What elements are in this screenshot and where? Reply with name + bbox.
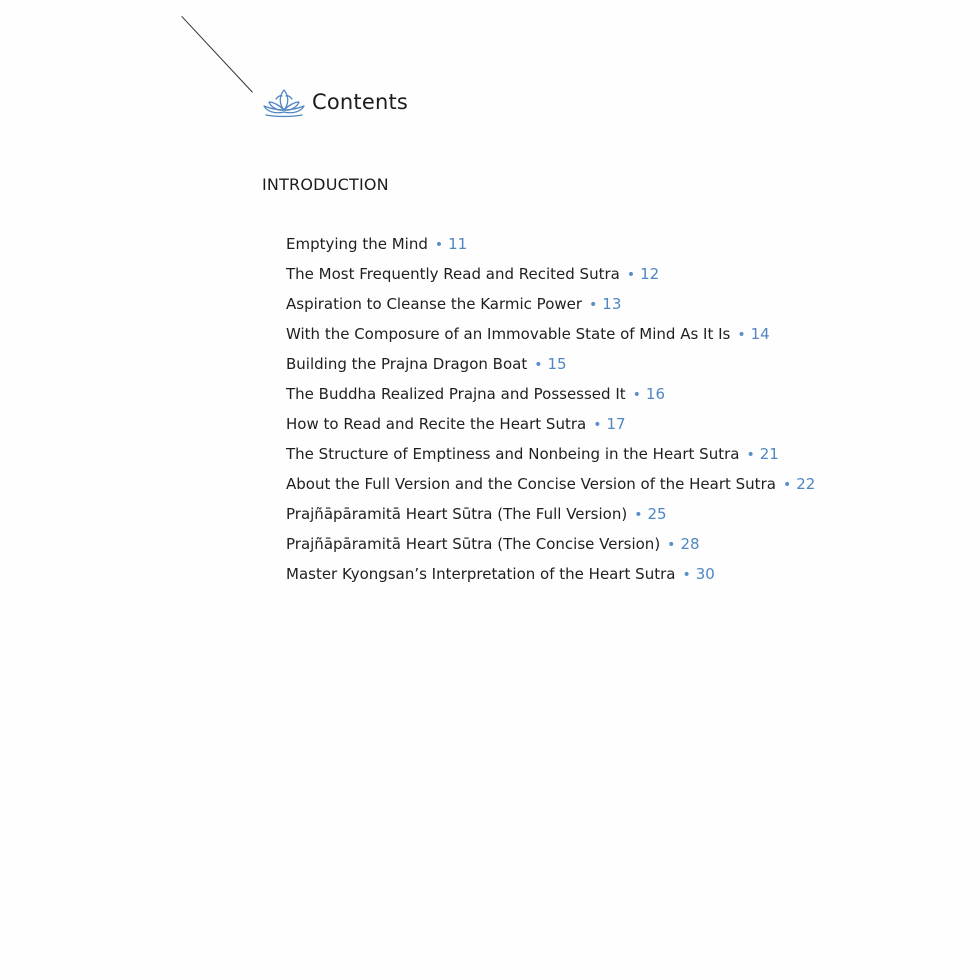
bullet-separator: • (534, 357, 543, 373)
toc-page-number: 16 (645, 385, 665, 403)
bullet-separator: • (593, 417, 602, 433)
toc-page-number: 28 (680, 535, 700, 553)
toc-entry-title: Aspiration to Cleanse the Karmic Power (286, 295, 583, 313)
toc-page-number: 22 (796, 475, 816, 493)
toc-entry[interactable] (286, 322, 815, 352)
toc-page-number: 17 (606, 415, 626, 433)
toc-page-number: 15 (547, 355, 567, 373)
toc-entry-title: The Most Frequently Read and Recited Sutra (286, 265, 620, 283)
bullet-separator: • (746, 447, 755, 463)
bullet-separator: • (667, 537, 676, 553)
toc-entry[interactable] (286, 532, 815, 562)
bullet-separator: • (782, 477, 792, 493)
bullet-separator: • (589, 297, 598, 313)
page-title: Contents (312, 90, 409, 114)
toc-entry[interactable] (286, 502, 815, 532)
bullet-separator: • (737, 327, 746, 343)
toc-entry-title: Prajñāpāramitā Heart Sūtra (The Concise Version) (286, 535, 661, 553)
bullet-separator: • (634, 507, 643, 523)
toc-entry[interactable] (286, 382, 815, 412)
toc-entry-title: How to Read and Recite the Heart Sutra (286, 415, 587, 433)
toc-page-number: 11 (448, 235, 468, 253)
contents-heading (262, 86, 408, 118)
toc-list (286, 232, 815, 592)
toc-entry[interactable] (286, 292, 815, 322)
toc-entry[interactable] (286, 412, 815, 442)
toc-page-number: 30 (695, 565, 715, 583)
toc-page-number: 13 (602, 295, 622, 313)
toc-entry-title: Building the Prajna Dragon Boat (286, 355, 528, 373)
toc-entry-title: The Structure of Emptiness and Nonbeing in the Heart Sutra (286, 445, 740, 463)
toc-page-number: 14 (750, 325, 770, 343)
lotus-icon (262, 86, 306, 118)
bullet-separator: • (434, 237, 444, 253)
toc-entry[interactable] (286, 352, 815, 382)
toc-entry-title: With the Composure of an Immovable State of Mind As It Is (286, 325, 731, 343)
toc-entry-title: The Buddha Realized Prajna and Possessed It (286, 385, 626, 403)
toc-entry[interactable] (286, 262, 815, 292)
toc-page-number: 25 (647, 505, 667, 523)
toc-entry-title: About the Full Version and the Concise Version of the Heart Sutra (286, 475, 776, 493)
section-heading: INTRODUCTION (262, 175, 389, 194)
toc-entry[interactable] (286, 442, 815, 472)
toc-entry[interactable] (286, 232, 815, 262)
toc-entry-title: Prajñāpāramitā Heart Sūtra (The Full Version) (286, 505, 628, 523)
toc-entry[interactable] (286, 472, 815, 502)
toc-entry-title: Emptying the Mind (286, 235, 428, 253)
toc-entry[interactable] (286, 562, 815, 592)
toc-entry-title: Master Kyongsan’s Interpretation of the Heart Sutra (286, 565, 676, 583)
toc-page-number: 12 (640, 265, 660, 283)
bullet-separator: • (632, 387, 641, 403)
decorative-line (181, 16, 253, 93)
bullet-separator: • (682, 567, 691, 583)
bullet-separator: • (626, 267, 636, 283)
toc-page-number: 21 (759, 445, 779, 463)
